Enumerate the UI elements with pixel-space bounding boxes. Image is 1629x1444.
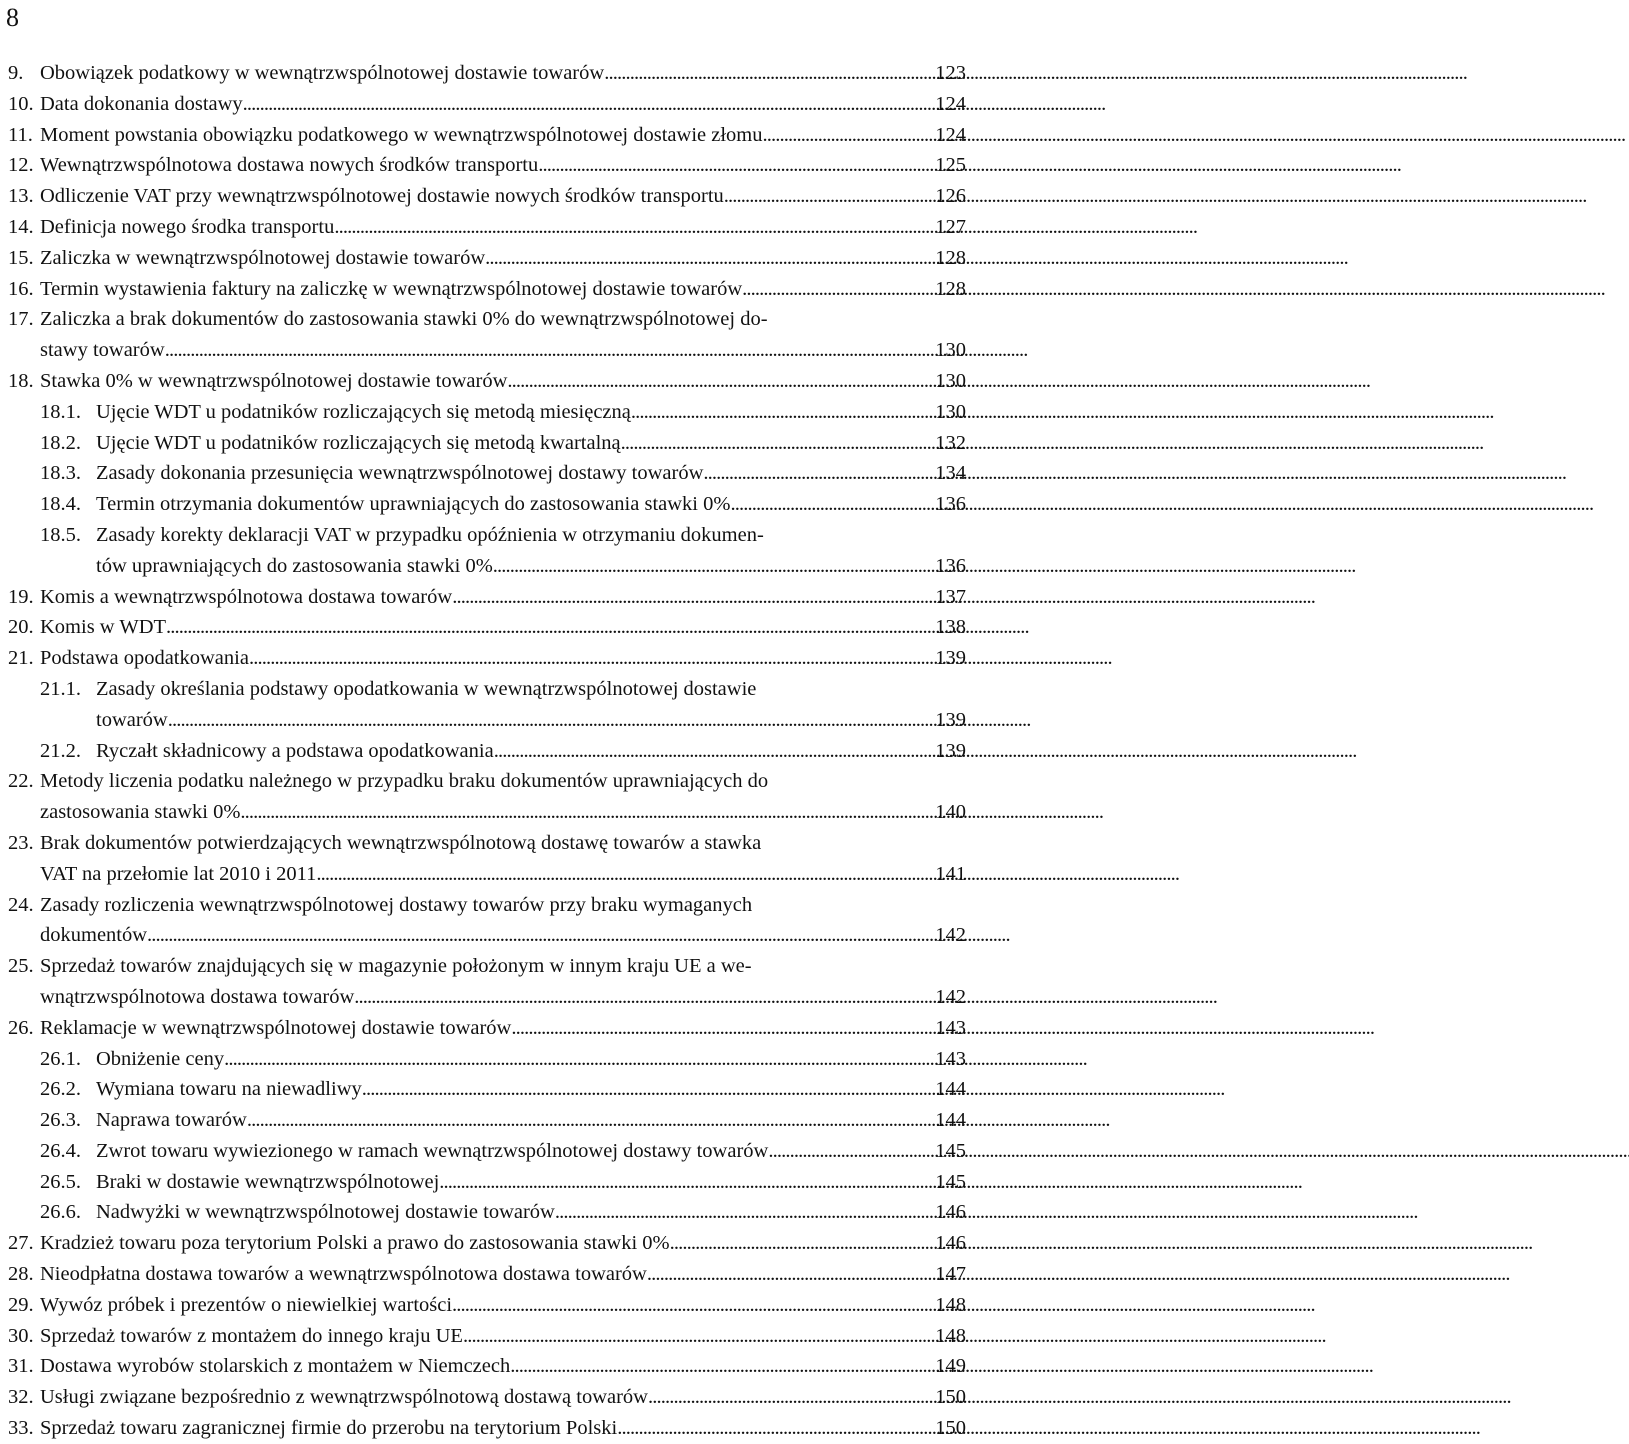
toc-entry-title: Brak dokumentów potwierdzających wewnątrzwspólnotową dostawę towarów a stawka — [40, 831, 762, 854]
toc-entry-line — [40, 1074, 920, 1105]
toc-entry-line — [40, 674, 920, 705]
toc-entry-page: 125 — [935, 154, 966, 177]
dot-leader — [768, 1136, 920, 1167]
toc-entry-number: 33. — [8, 1417, 34, 1440]
toc-entry-page: 149 — [935, 1355, 966, 1378]
toc-entry-number: 26.6. — [40, 1201, 81, 1224]
dot-leader — [362, 1074, 920, 1105]
toc-entry-page: 148 — [935, 1324, 966, 1347]
toc-entry-title: Wywóz próbek i prezentów o niewielkiej wartości — [40, 1293, 453, 1316]
toc-entry-title: Komis w WDT — [40, 616, 167, 639]
toc-entry-line-continued — [40, 551, 920, 582]
toc-entry-page: 144 — [935, 1109, 966, 1132]
toc-entry-title: Reklamacje w wewnątrzwspólnotowej dostawie towarów — [40, 1016, 512, 1039]
toc-entry[interactable] — [8, 212, 966, 243]
dot-leader — [621, 428, 920, 459]
dot-leader — [247, 1105, 920, 1136]
dot-leader — [631, 397, 920, 428]
toc-entry-number: 24. — [8, 893, 34, 916]
toc-entry-number: 28. — [8, 1263, 34, 1286]
toc-entry-title: Termin otrzymania dokumentów uprawniających do zastosowania stawki 0% — [96, 493, 731, 516]
toc-entry-line — [8, 89, 920, 120]
toc-entry-number: 21.2. — [40, 739, 81, 762]
toc-entry-page: 123 — [935, 62, 966, 84]
toc-entry-number: 19. — [8, 585, 34, 608]
toc-entry-title: Zaliczka a brak dokumentów do zastosowania stawki 0% do wewnątrzwspólnotowej do- — [40, 308, 768, 331]
dot-leader — [168, 705, 920, 736]
toc-entry-line — [8, 212, 920, 243]
toc-entry-page: 142 — [935, 924, 966, 947]
toc-entry-line-continued — [8, 982, 920, 1013]
dot-leader — [538, 150, 920, 181]
toc-entry-title: Zasady określania podstawy opodatkowania w wewnątrzwspólnotowej dostawie — [96, 677, 757, 700]
toc-entry-line — [8, 150, 920, 181]
toc-entry-page: 134 — [935, 462, 966, 485]
toc-entry-title: Kradzież towaru poza terytorium Polski a prawo do zastosowania stawki 0% — [40, 1232, 670, 1255]
toc-entry-title: Ryczałt składnicowy a podstawa opodatkowania — [96, 739, 494, 762]
toc-entry-title: Sprzedaż towarów z montażem do innego kraju UE — [40, 1324, 463, 1347]
toc-entry-number: 18.1. — [40, 400, 81, 423]
toc-entry-line — [40, 1136, 920, 1167]
toc-entry[interactable] — [8, 243, 966, 274]
toc-entry-line — [8, 274, 920, 305]
toc-entry-page: 136 — [935, 554, 966, 577]
dot-leader — [730, 489, 920, 520]
toc-entry-page: 144 — [935, 1078, 966, 1101]
toc-entry-line — [40, 397, 920, 428]
toc-entry-title: Zaliczka w wewnątrzwspólnotowej dostawie towarów — [40, 246, 486, 269]
toc-entry-page: 143 — [935, 1016, 966, 1039]
toc-entry-page: 128 — [935, 277, 966, 300]
toc-entry-page: 128 — [935, 246, 966, 269]
toc-entry-title-continued: tów uprawniających do zastosowania stawki 0% — [96, 554, 493, 577]
toc-entry-line — [8, 120, 920, 151]
toc-entry-page: 145 — [935, 1170, 966, 1193]
toc-entry-line — [8, 1290, 920, 1321]
toc-entry-page: 137 — [935, 585, 966, 608]
dot-leader — [703, 458, 920, 489]
toc-entry-page: 139 — [935, 739, 966, 762]
toc-entry[interactable] — [8, 428, 966, 459]
toc-entry-line — [8, 828, 920, 859]
dot-leader — [555, 1197, 920, 1228]
toc-entry[interactable] — [8, 520, 966, 582]
toc-entry-number: 26.5. — [40, 1170, 81, 1193]
toc-entry[interactable] — [8, 1136, 966, 1167]
toc-entry[interactable] — [8, 458, 966, 489]
toc-entry-title: Zwrot towaru wywiezionego w ramach wewnątrzwspólnotowej dostawy towarów — [96, 1139, 769, 1162]
toc-entry[interactable] — [8, 1197, 966, 1228]
toc-entry-line — [8, 1013, 920, 1044]
toc-entry[interactable] — [8, 304, 966, 366]
toc-entry-line — [8, 243, 920, 274]
toc-entry-number: 15. — [8, 246, 34, 269]
toc-entry-number: 18.3. — [40, 462, 81, 485]
toc-entry-number: 26.2. — [40, 1078, 81, 1101]
toc-entry[interactable] — [8, 274, 966, 305]
toc-entry-number: 18.4. — [40, 493, 81, 516]
toc-entry-line-continued — [8, 920, 920, 951]
toc-entry-title: Termin wystawienia faktury na zaliczkę w wewnątrzwspólnotowej dostawie towarów — [40, 277, 743, 300]
toc-entry-number: 16. — [8, 277, 34, 300]
toc-entry[interactable] — [8, 736, 966, 767]
dot-leader — [147, 920, 920, 951]
toc-entry[interactable] — [8, 1105, 966, 1136]
toc-entry-line — [40, 1197, 920, 1228]
toc-entry-number: 12. — [8, 154, 34, 177]
toc-entry-title: Obowiązek podatkowy w wewnątrzwspólnotowej dostawie towarów — [40, 62, 605, 84]
toc-entry-title: Ujęcie WDT u podatników rozliczających się metodą miesięczną — [96, 400, 631, 423]
toc-entry-line — [8, 890, 920, 921]
toc-entry[interactable] — [8, 1382, 966, 1413]
dot-leader — [647, 1259, 920, 1290]
dot-leader — [334, 212, 920, 243]
toc-entry-number: 18.2. — [40, 431, 81, 454]
dot-leader — [463, 1321, 920, 1352]
toc-entry-title: Zasady rozliczenia wewnątrzwspólnotowej dostawy towarów przy braku wymaganych — [40, 893, 753, 916]
toc-entry-number: 31. — [8, 1355, 34, 1378]
toc-entry-number: 21.1. — [40, 677, 81, 700]
toc-entry-title: Definicja nowego środka transportu — [40, 215, 335, 238]
toc-entry[interactable] — [8, 582, 966, 613]
toc-entry-page: 143 — [935, 1047, 966, 1070]
dot-leader — [617, 1413, 920, 1444]
toc-entry[interactable] — [8, 1321, 966, 1352]
toc-entry[interactable] — [8, 828, 966, 890]
toc-entry-page: 127 — [935, 215, 966, 238]
dot-leader — [724, 181, 920, 212]
toc-entry-page: 150 — [935, 1417, 966, 1440]
toc-entry-page: 126 — [935, 185, 966, 208]
toc-entry[interactable] — [8, 1413, 966, 1444]
toc-entry-line-continued — [40, 705, 920, 736]
toc-entry-page: 147 — [935, 1263, 966, 1286]
toc-entry-number: 26.3. — [40, 1109, 81, 1132]
toc-entry-title: Nieodpłatna dostawa towarów a wewnątrzwspólnotowa dostawa towarów — [40, 1263, 647, 1286]
dot-leader — [354, 982, 920, 1013]
dot-leader — [452, 582, 920, 613]
toc-entry-title-continued: dokumentów — [40, 924, 148, 947]
toc-entry[interactable] — [8, 1228, 966, 1259]
toc-entry-title: Sprzedaż towarów znajdujących się w magazynie położonym w innym kraju UE a we- — [40, 955, 752, 978]
toc-entry-line-continued — [8, 859, 920, 890]
toc-entry-page: 140 — [935, 801, 966, 824]
toc-entry[interactable] — [8, 674, 966, 736]
toc-entry[interactable] — [8, 150, 966, 181]
toc-entry-page: 148 — [935, 1293, 966, 1316]
toc-entry-line — [8, 643, 920, 674]
toc-entry-page: 150 — [935, 1386, 966, 1409]
toc-entry-title-continued: wnątrzwspólnotowa dostawa towarów — [40, 985, 355, 1008]
toc-entry-line — [40, 736, 920, 767]
toc-entry-page: 139 — [935, 647, 966, 670]
toc-entry-title: Zasady dokonania przesunięcia wewnątrzwspólnotowej dostawy towarów — [96, 462, 704, 485]
toc-entry[interactable] — [8, 1044, 966, 1075]
toc-entry-page: 124 — [935, 123, 966, 146]
toc-entry-line — [8, 612, 920, 643]
toc-entry-title: Wewnątrzwspólnotowa dostawa nowych środków transportu — [40, 154, 539, 177]
toc-entry-title: Wymiana towaru na niewadliwy — [96, 1078, 362, 1101]
toc-entry-title: Zasady korekty deklaracji VAT w przypadku opóźnienia w otrzymaniu dokumen- — [96, 523, 764, 546]
dot-leader — [648, 1382, 920, 1413]
toc-entry-line — [40, 520, 920, 551]
table-of-contents — [8, 58, 966, 1444]
toc-entry-title: Naprawa towarów — [96, 1109, 247, 1132]
dot-leader — [507, 366, 920, 397]
toc-entry-line — [40, 489, 920, 520]
toc-entry-line — [8, 582, 920, 613]
toc-entry-line — [40, 1044, 920, 1075]
toc-entry-line — [8, 304, 920, 335]
dot-leader — [670, 1228, 920, 1259]
toc-entry[interactable] — [8, 366, 966, 397]
dot-leader — [439, 1167, 920, 1198]
toc-entry-line — [8, 58, 920, 89]
toc-entry-title: Ujęcie WDT u podatników rozliczających się metodą kwartalną — [96, 431, 621, 454]
dot-leader — [493, 551, 920, 582]
toc-entry-page: 130 — [935, 400, 966, 423]
toc-entry-title: Moment powstania obowiązku podatkowego w wewnątrzwspólnotowej dostawie złomu — [40, 123, 763, 146]
toc-entry-line-continued — [8, 797, 920, 828]
toc-entry-number: 26. — [8, 1016, 34, 1039]
dot-leader — [316, 859, 920, 890]
toc-entry-title: Odliczenie VAT przy wewnątrzwspólnotowej dostawie nowych środków transportu — [40, 185, 724, 208]
dot-leader — [604, 58, 920, 89]
toc-entry-line — [8, 1259, 920, 1290]
toc-entry-page: 132 — [935, 431, 966, 454]
toc-entry[interactable] — [8, 612, 966, 643]
dot-leader — [166, 612, 920, 643]
toc-entry-title: Usługi związane bezpośrednio z wewnątrzwspólnotową dostawą towarów — [40, 1386, 648, 1409]
toc-entry-line — [8, 1321, 920, 1352]
toc-entry-number: 21. — [8, 647, 34, 670]
toc-entry-page: 138 — [935, 616, 966, 639]
toc-entry-title: Metody liczenia podatku należnego w przypadku braku dokumentów uprawniających do — [40, 770, 769, 793]
toc-entry-number: 9. — [8, 62, 24, 84]
toc-entry-line — [8, 181, 920, 212]
toc-entry[interactable] — [8, 397, 966, 428]
toc-entry-page: 145 — [935, 1139, 966, 1162]
toc-entry-line-continued — [8, 335, 920, 366]
toc-entry-page: 130 — [935, 339, 966, 362]
dot-leader — [762, 120, 920, 151]
dot-leader — [485, 243, 920, 274]
dot-leader — [742, 274, 920, 305]
toc-entry-line — [8, 1351, 920, 1382]
toc-entry-title: Obniżenie ceny — [96, 1047, 225, 1070]
toc-entry-title: Braki w dostawie wewnątrzwspólnotowej — [96, 1170, 440, 1193]
toc-entry-line — [40, 1105, 920, 1136]
toc-entry-title-continued: zastosowania stawki 0% — [40, 801, 241, 824]
toc-entry-line — [8, 951, 920, 982]
toc-entry-number: 22. — [8, 770, 34, 793]
toc-entry-number: 26.1. — [40, 1047, 81, 1070]
toc-entry-line — [8, 1228, 920, 1259]
dot-leader — [224, 1044, 920, 1075]
dot-leader — [494, 736, 920, 767]
toc-entry[interactable] — [8, 1074, 966, 1105]
toc-entry-number: 18.5. — [40, 523, 81, 546]
toc-entry-line — [40, 1167, 920, 1198]
page-number: 8 — [6, 3, 19, 32]
toc-entry-page: 136 — [935, 493, 966, 516]
toc-entry-title: Komis a wewnątrzwspólnotowa dostawa towarów — [40, 585, 453, 608]
toc-entry-number: 14. — [8, 215, 34, 238]
toc-entry[interactable] — [8, 58, 966, 89]
toc-entry-title: Sprzedaż towaru zagranicznej firmie do przerobu na terytorium Polski — [40, 1417, 618, 1440]
dot-leader — [243, 89, 920, 120]
toc-entry-page: 124 — [935, 92, 966, 115]
toc-entry-number: 26.4. — [40, 1139, 81, 1162]
toc-entry-line — [40, 458, 920, 489]
toc-entry[interactable] — [8, 1351, 966, 1382]
toc-entry[interactable] — [8, 643, 966, 674]
toc-entry[interactable] — [8, 1167, 966, 1198]
toc-entry[interactable] — [8, 120, 966, 151]
toc-entry-number: 29. — [8, 1293, 34, 1316]
toc-entry-page: 146 — [935, 1201, 966, 1224]
toc-entry-line — [8, 766, 920, 797]
toc-entry-number: 13. — [8, 185, 34, 208]
toc-entry[interactable] — [8, 1259, 966, 1290]
dot-leader — [240, 797, 920, 828]
toc-entry-number: 20. — [8, 616, 34, 639]
toc-entry-number: 32. — [8, 1386, 34, 1409]
toc-entry-number: 18. — [8, 369, 34, 392]
dot-leader — [452, 1290, 920, 1321]
toc-entry[interactable] — [8, 1013, 966, 1044]
toc-entry-line — [8, 1382, 920, 1413]
dot-leader — [165, 335, 920, 366]
toc-entry-title: Dostawa wyrobów stolarskich z montażem w Niemczech — [40, 1355, 511, 1378]
toc-entry-title-continued: stawy towarów — [40, 339, 165, 362]
toc-entry-line — [8, 1413, 920, 1444]
toc-entry-page: 142 — [935, 985, 966, 1008]
dot-leader — [510, 1351, 920, 1382]
toc-entry[interactable] — [8, 890, 966, 952]
toc-entry-line — [8, 366, 920, 397]
toc-entry-number: 17. — [8, 308, 34, 331]
toc-entry-title-continued: towarów — [96, 708, 168, 731]
toc-entry-number: 25. — [8, 955, 34, 978]
toc-entry-page: 146 — [935, 1232, 966, 1255]
toc-entry[interactable] — [8, 951, 966, 1013]
toc-entry-number: 11. — [8, 123, 33, 146]
toc-entry-title-continued: VAT na przełomie lat 2010 i 2011 — [40, 862, 317, 885]
toc-entry-title: Podstawa opodatkowania — [40, 647, 249, 670]
toc-entry[interactable] — [8, 766, 966, 828]
dot-leader — [511, 1013, 920, 1044]
toc-entry-number: 30. — [8, 1324, 34, 1347]
toc-entry-number: 27. — [8, 1232, 34, 1255]
toc-entry[interactable] — [8, 1290, 966, 1321]
toc-entry-line — [40, 428, 920, 459]
toc-entry[interactable] — [8, 89, 966, 120]
toc-entry-page: 139 — [935, 708, 966, 731]
toc-entry[interactable] — [8, 181, 966, 212]
toc-entry-page: 130 — [935, 369, 966, 392]
dot-leader — [249, 643, 920, 674]
toc-entry-title: Nadwyżki w wewnątrzwspólnotowej dostawie towarów — [96, 1201, 555, 1224]
toc-entry[interactable] — [8, 489, 966, 520]
toc-entry-number: 23. — [8, 831, 34, 854]
toc-entry-page: 141 — [935, 862, 966, 885]
toc-entry-title: Stawka 0% w wewnątrzwspólnotowej dostawie towarów — [40, 369, 508, 392]
toc-entry-title: Data dokonania dostawy — [40, 92, 243, 115]
toc-entry-number: 10. — [8, 92, 34, 115]
